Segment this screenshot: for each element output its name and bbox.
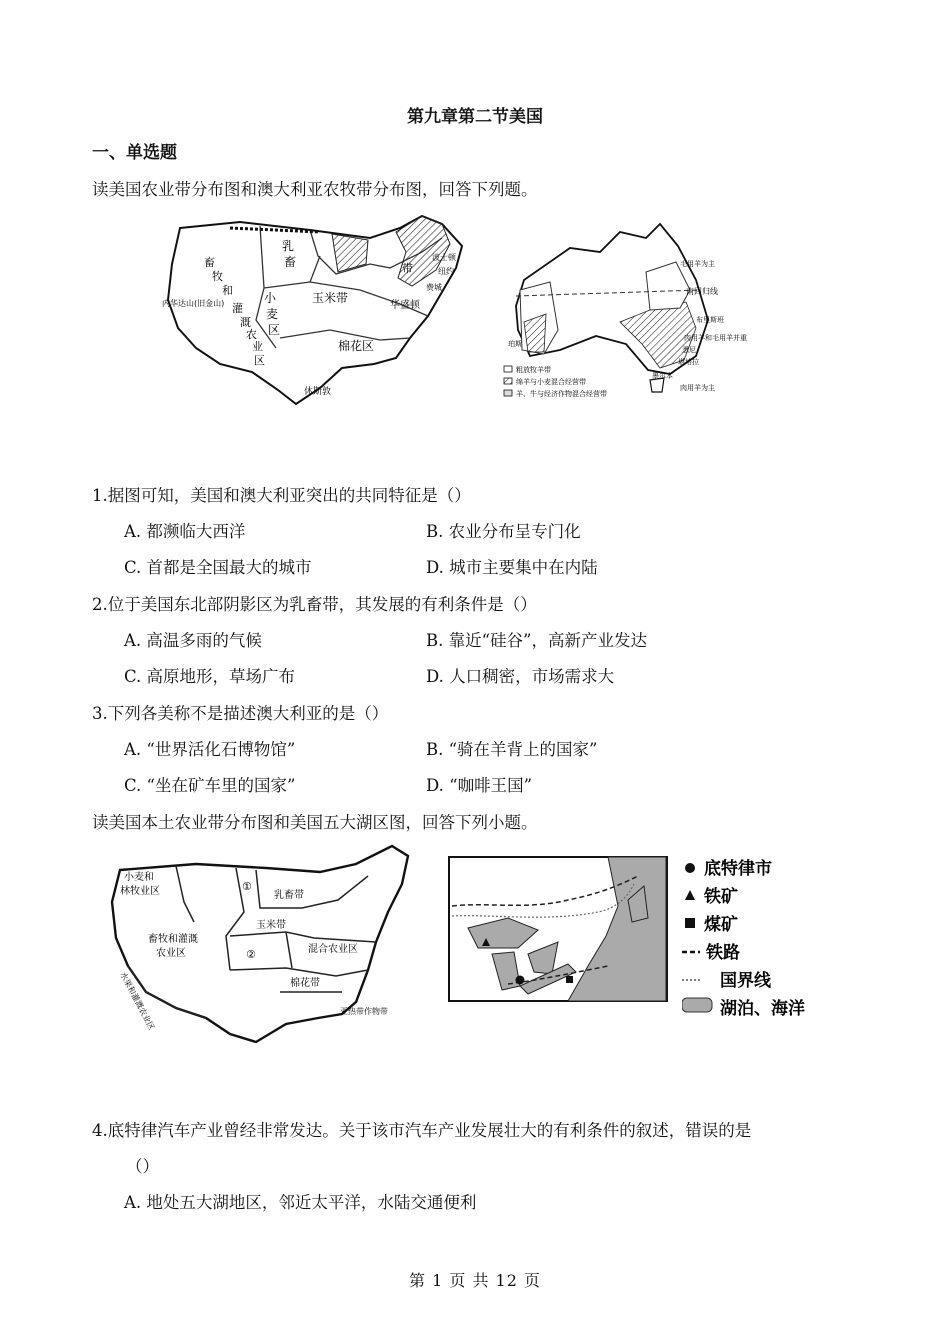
legend-item: 煤矿 [704, 915, 738, 935]
map1-label: 麦 [266, 307, 279, 321]
map1-city-label: 费城 [426, 283, 442, 292]
map1-label: 畜 [284, 255, 297, 269]
usa-agriculture-map-2 [106, 842, 412, 1048]
q1-option-c[interactable]: C. 首都是全国最大的城市 [124, 558, 312, 577]
map2-city-label: 墨尔本 [652, 372, 673, 380]
question-3-stem: 3.下列各美称不是描述澳大利亚的是（） [92, 704, 389, 723]
q4-option-a[interactable]: A. 地处五大湖地区，邻近太平洋，水陆交通便利 [124, 1193, 477, 1212]
coal-mine-marker [566, 976, 573, 983]
map3-label: ② [246, 948, 256, 961]
usa-agriculture-map [160, 208, 478, 414]
map1-label: 小 [264, 291, 277, 305]
great-lakes-legend [682, 856, 842, 1022]
map1-city-label: 休斯敦 [304, 387, 332, 397]
australia-agriculture-map [500, 210, 790, 410]
map2-city-label: 悉尼 [682, 346, 696, 354]
map2-legend: 羊、牛与经济作物混合经营带 [516, 390, 607, 398]
question-1-stem: 1.据图可知，美国和澳大利亚突出的共同特征是（） [92, 486, 471, 505]
intro-text-1: 读美国农业带分布图和澳大利亚农牧带分布图，回答下列题。 [92, 180, 538, 199]
map1-label: 棉花区 [338, 339, 375, 353]
map3-label: 亚热带作物带 [340, 1007, 388, 1016]
map3-label: 水果和灌溉农业区 [118, 970, 157, 1032]
intro-text-2: 读美国本土农业带分布图和美国五大湖区图，回答下列小题。 [92, 813, 538, 832]
map3-label: 乳畜带 [274, 890, 304, 901]
map2-city-label: 布里斯班 [696, 316, 724, 324]
map1-city-label: 纽约 [438, 267, 454, 276]
map2-label: 肉用羊和毛用羊并重 [684, 334, 747, 342]
map2-label: 毛用羊为主 [680, 260, 715, 268]
map1-label: 区 [254, 354, 265, 367]
q1-option-b[interactable]: B. 农业分布呈专门化 [426, 522, 581, 541]
map3-label: 混合农业区 [308, 944, 358, 955]
map2-label: 南回归线 [686, 287, 718, 296]
q1-option-a[interactable]: A. 都濒临大西洋 [124, 522, 246, 541]
map2-legend: 粗放牧羊带 [516, 366, 551, 374]
page-footer: 第 1 页 共 12 页 [409, 1271, 541, 1290]
map1-label: 乳 [282, 239, 295, 253]
question-2-stem: 2.位于美国东北部阴影区为乳畜带，其发展的有利条件是（） [92, 595, 537, 614]
legend-item: 铁矿 [704, 887, 738, 907]
q2-option-a[interactable]: A. 高温多雨的气候 [124, 631, 262, 650]
map2-city-label: 珀斯 [508, 340, 522, 348]
question-4-stem: 4.底特律汽车产业曾经非常发达。关于该市汽车产业发展壮大的有利条件的叙述，错误的是 [92, 1121, 752, 1140]
page-title: 第九章第二节美国 [407, 107, 543, 127]
q3-option-a[interactable]: A. “世界活化石博物馆” [124, 740, 296, 759]
q3-option-c[interactable]: C. “坐在矿车里的国家” [124, 776, 296, 795]
map3-label: 畜牧和灌溉 [148, 934, 198, 945]
section-heading: 一、单选题 [92, 143, 177, 163]
map3-label: 林牧业区 [120, 886, 160, 897]
map3-label: 小麦和 [124, 872, 154, 883]
map1-label: 业 [252, 340, 263, 353]
legend-item: 国界线 [720, 971, 771, 991]
q2-option-d[interactable]: D. 人口稠密，市场需求大 [426, 667, 615, 686]
question-4-stem-continued: （） [126, 1157, 159, 1176]
map1-label: 玉米带 [312, 291, 349, 305]
map1-label: 带 [402, 262, 413, 275]
map1-label: 畜 [204, 256, 215, 269]
q2-option-c[interactable]: C. 高原地形，草场广布 [124, 667, 296, 686]
q3-option-b[interactable]: B. “骑在羊背上的国家” [426, 740, 598, 759]
q1-option-d[interactable]: D. 城市主要集中在内陆 [426, 558, 598, 577]
map1-label: 溉 [240, 316, 251, 329]
map2-label: 肉用羊为主 [680, 384, 715, 392]
map1-city-label: 波士顿 [432, 253, 456, 262]
map1-label: 灌 [232, 302, 243, 315]
map3-label: 农业区 [156, 948, 186, 959]
q3-option-d[interactable]: D. “咖啡王国” [426, 776, 533, 795]
map2-legend: 绵羊与小麦混合经营带 [516, 378, 586, 386]
map1-city-label: 华盛顿 [390, 300, 420, 311]
map3-label: ① [242, 880, 252, 893]
q2-option-b[interactable]: B. 靠近“硅谷”，高新产业发达 [426, 631, 647, 650]
map1-city-label: 内华达山(旧金山) [162, 299, 225, 308]
map1-label: 区 [268, 323, 281, 337]
legend-item: 铁路 [706, 943, 740, 963]
map2-city-label: 堪培拉 [678, 358, 699, 366]
map1-label: 农 [246, 328, 257, 341]
great-lakes-map [448, 856, 668, 1002]
detroit-marker [516, 976, 525, 985]
map1-label: 牧 [212, 270, 223, 283]
legend-item: 底特律市 [704, 859, 772, 879]
map1-label: 和 [222, 284, 233, 297]
map3-label: 棉花带 [290, 978, 320, 989]
legend-item: 湖泊、海洋 [720, 999, 805, 1019]
map3-label: 玉米带 [256, 920, 286, 931]
